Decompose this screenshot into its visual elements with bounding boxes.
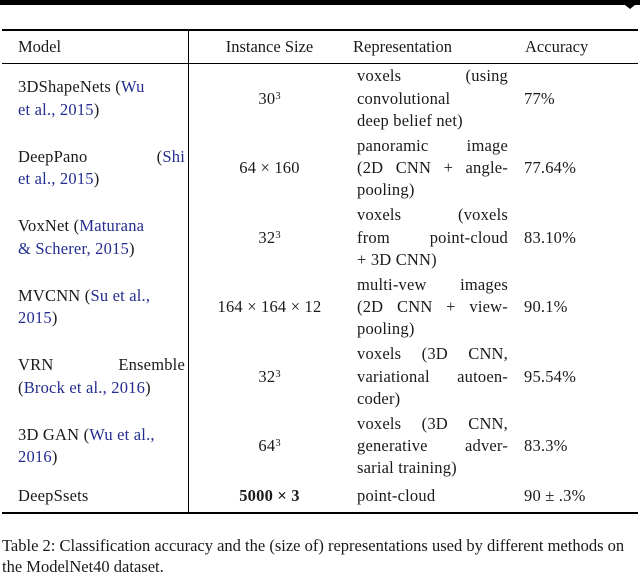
text-segment: DeepPano [18, 146, 88, 166]
citation-link[interactable]: & Scherer, 2015 [18, 238, 129, 258]
model-line [18, 215, 185, 237]
text-segment: (2D [357, 158, 384, 178]
representation-line [357, 110, 508, 132]
table-row [2, 342, 638, 412]
text-segment: pooling) [357, 319, 415, 339]
word [18, 425, 155, 444]
representation-line [357, 366, 508, 388]
text-segment: + 3D CNN) [357, 249, 437, 269]
text-segment: ( [156, 146, 163, 166]
model-line [18, 424, 185, 446]
text-segment: DeepSsets [18, 486, 89, 506]
word [18, 169, 99, 188]
representation-cell [351, 203, 518, 273]
table-row [2, 134, 638, 204]
representation-line [357, 179, 508, 201]
text-segment: 3DShapeNets ( [18, 77, 121, 97]
text-segment: convolutional [357, 88, 451, 108]
page-corner-glyph [625, 5, 635, 9]
word [18, 77, 145, 96]
table-row [2, 481, 638, 512]
text-segment: ) [51, 447, 58, 467]
accuracy-value: 90.1% [524, 297, 568, 317]
text-segment: coder) [357, 388, 401, 408]
text-segment: (3D [421, 344, 448, 364]
table-caption: Table 2: Classification accuracy and the (size of) representations used by different methods on the ModelNet40 dataset. [2, 536, 625, 576]
representation-cell [351, 342, 518, 412]
text-segment: ) [93, 99, 100, 119]
text-segment: point-cloud [429, 227, 508, 247]
accuracy-value: 83.10% [524, 227, 577, 247]
representation-cell [351, 134, 518, 204]
accuracy-cell [518, 412, 638, 482]
representation-line [357, 343, 508, 365]
text-segment: from [357, 227, 390, 247]
representation-line [357, 457, 508, 479]
word [18, 216, 144, 235]
text-segment: (using [465, 66, 508, 86]
representation-line [357, 157, 508, 179]
model-line [18, 377, 185, 399]
word [18, 146, 87, 168]
text-segment: VRN [18, 355, 54, 375]
citation-link[interactable]: et al., 2015 [18, 169, 94, 189]
model-line [18, 76, 185, 98]
text-segment: angle- [465, 158, 508, 178]
text-segment: voxels [357, 205, 402, 225]
word [18, 378, 151, 397]
text-segment: Ensemble [118, 355, 185, 375]
table-row [2, 412, 638, 482]
representation-line [357, 227, 508, 249]
instance-size-cell [188, 273, 351, 343]
instance-size-value: 164 × 164 × 12 [217, 297, 322, 317]
text-segment: CNN [395, 158, 432, 178]
model-line [18, 146, 185, 168]
model-line [18, 285, 185, 307]
accuracy-cell [518, 203, 638, 273]
text-segment: (3D [421, 413, 448, 433]
representation-line [357, 88, 508, 110]
instance-size-cell [188, 64, 351, 134]
word [118, 354, 185, 376]
text-segment: MVCNN ( [18, 285, 91, 305]
model-line [18, 446, 185, 468]
citation-link[interactable]: et al., 2015 [18, 99, 94, 119]
instance-size-cell [188, 134, 351, 204]
text-segment: panoramic [357, 135, 429, 155]
table-body [2, 64, 638, 512]
results-table [2, 29, 638, 514]
representation-line [357, 204, 508, 226]
accuracy-cell [518, 342, 638, 412]
representation-line [357, 318, 508, 340]
model-cell [2, 342, 188, 412]
instance-size-value: $64^3$ [258, 436, 281, 456]
instance-size-value: $30^3$ [258, 88, 281, 108]
text-segment: (voxels [458, 205, 508, 225]
accuracy-cell [518, 273, 638, 343]
citation-link[interactable]: Wu et al., [89, 424, 155, 444]
text-segment: (2D [357, 297, 384, 317]
citation-link[interactable]: 2016 [18, 447, 52, 467]
header-accuracy: Accuracy [525, 37, 589, 56]
word [18, 447, 58, 466]
model-line [18, 354, 185, 376]
text-segment: 3D GAN ( [18, 424, 90, 444]
text-segment: sarial training) [357, 458, 457, 478]
model-line [18, 307, 185, 329]
accuracy-value: 77% [524, 88, 555, 108]
column-separator-rule [188, 31, 189, 512]
model-cell [2, 273, 188, 343]
representation-cell [351, 273, 518, 343]
text-segment: CNN, [468, 344, 508, 364]
model-line [18, 168, 185, 190]
model-line [18, 238, 185, 260]
word [18, 100, 99, 119]
representation-line [357, 485, 508, 507]
table-header-row [2, 31, 638, 64]
model-line [18, 485, 185, 507]
word [157, 146, 185, 168]
table-row [2, 64, 638, 134]
text-segment: ) [145, 377, 151, 397]
header-representation: Representation [353, 37, 452, 56]
instance-size-cell [188, 481, 351, 512]
instance-size-value: 5000 × 3 [239, 486, 300, 506]
page-top-rule [0, 0, 640, 5]
text-segment: voxels [357, 413, 402, 433]
instance-size-value: $32^3$ [258, 366, 281, 386]
text-segment: variational [357, 366, 430, 386]
representation-line [357, 296, 508, 318]
text-segment: voxels [357, 66, 402, 86]
text-segment: autoen- [457, 366, 508, 386]
accuracy-value: 77.64% [524, 158, 577, 178]
accuracy-cell [518, 481, 638, 512]
word [18, 308, 58, 327]
text-segment: ( [18, 377, 24, 397]
accuracy-cell [518, 134, 638, 204]
citation-link[interactable]: Wu [120, 77, 145, 97]
representation-line [357, 135, 508, 157]
text-segment: deep belief net) [357, 110, 463, 130]
text-segment: generative [357, 436, 428, 456]
text-segment: multi-vew [357, 274, 427, 294]
text-segment: + [446, 297, 456, 317]
text-segment: CNN [397, 297, 433, 317]
model-cell [2, 134, 188, 204]
header-instance-size: Instance Size [225, 37, 314, 56]
word [18, 354, 53, 376]
model-cell [2, 412, 188, 482]
word [18, 486, 89, 505]
text-segment: point-cloud [357, 486, 436, 506]
text-segment: CNN, [468, 413, 508, 433]
representation-line [357, 274, 508, 296]
table-row [2, 273, 638, 343]
representation-line [357, 388, 508, 410]
citation-link[interactable]: Maturana [79, 216, 145, 236]
model-cell [2, 203, 188, 273]
text-segment: images [460, 274, 508, 294]
text-segment: ) [51, 308, 58, 328]
text-segment: + [443, 158, 454, 178]
representation-cell [351, 412, 518, 482]
text-segment: VoxNet ( [18, 216, 80, 236]
accuracy-value: 95.54% [524, 366, 577, 386]
text-segment: image [466, 135, 508, 155]
table-row [2, 203, 638, 273]
representation-cell [351, 64, 518, 134]
instance-size-value: $32^3$ [258, 227, 281, 247]
instance-size-value: 64 × 160 [239, 158, 300, 178]
accuracy-value: 90 ± .3% [524, 486, 586, 506]
header-model: Model [18, 37, 62, 56]
text-segment: pooling) [357, 180, 415, 200]
citation-link[interactable]: 2015 [18, 308, 52, 328]
text-segment: view- [469, 297, 508, 317]
representation-line [357, 65, 508, 87]
citation-link[interactable]: Brock et al., 2016 [23, 377, 146, 397]
text-segment: adver- [464, 436, 508, 456]
accuracy-value: 83.3% [524, 436, 568, 456]
representation-line [357, 435, 508, 457]
word [18, 239, 135, 258]
representation-line [357, 249, 508, 271]
model-cell [2, 481, 188, 512]
citation-link[interactable]: Su et al., [90, 285, 151, 305]
text-segment: voxels [357, 344, 402, 364]
model-cell [2, 64, 188, 134]
accuracy-cell [518, 64, 638, 134]
citation-link[interactable]: Shi [162, 146, 185, 166]
text-segment: ) [93, 169, 100, 189]
instance-size-cell [188, 203, 351, 273]
word [18, 286, 150, 305]
instance-size-cell [188, 342, 351, 412]
representation-line [357, 413, 508, 435]
model-line [18, 99, 185, 121]
instance-size-cell [188, 412, 351, 482]
representation-cell [351, 481, 518, 512]
text-segment: ) [128, 238, 135, 258]
